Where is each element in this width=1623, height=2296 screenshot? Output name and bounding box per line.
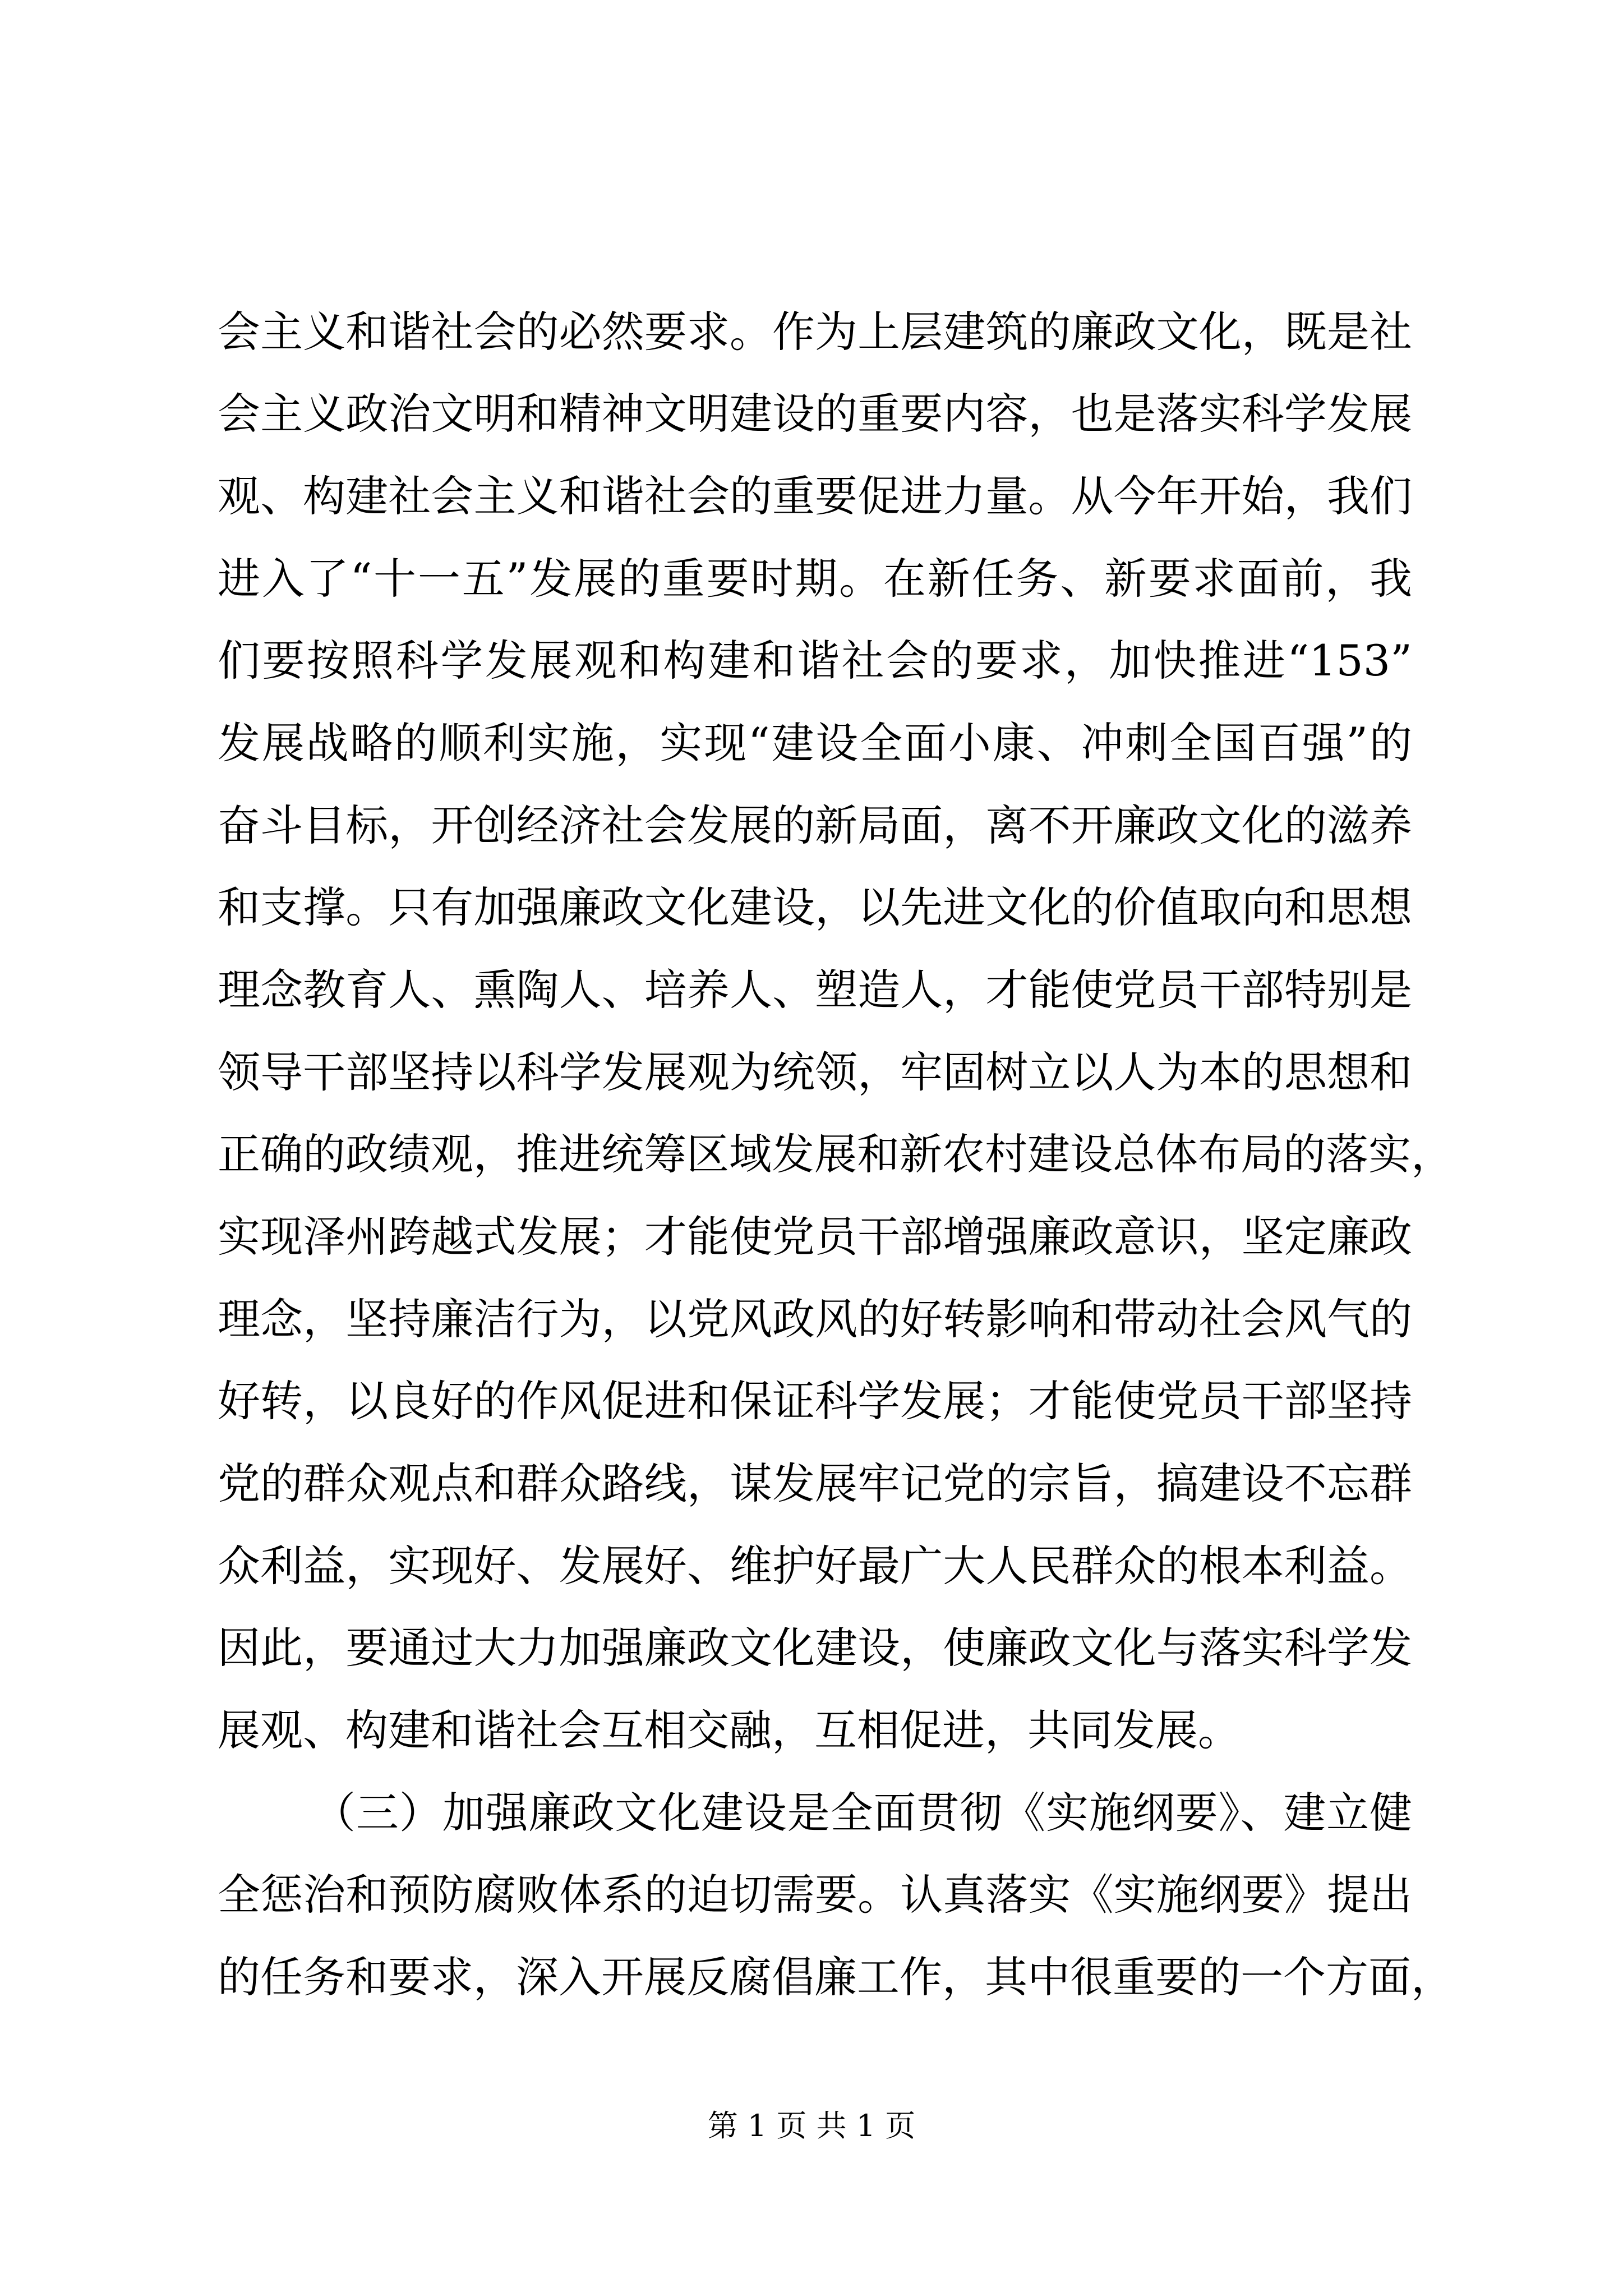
body-text-line: 发展战略的顺利实施，实现“建设全面小康、冲刺全国百强”的: [218, 718, 1412, 768]
body-text-line: 们要按照科学发展观和构建和谐社会的要求，加快推进“153”: [218, 636, 1412, 685]
body-text-line: 领导干部坚持以科学发展观为统领，牢固树立以人为本的思想和: [218, 1047, 1412, 1097]
body-text-line: 和支撑。只有加强廉政文化建设，以先进文化的价值取向和思想: [218, 882, 1412, 932]
body-text-line: 众利益，实现好、发展好、维护好最广大人民群众的根本利益。: [218, 1541, 1412, 1591]
section-heading-line: （三）加强廉政文化建设是全面贯彻《实施纲要》、建立健: [313, 1788, 1412, 1838]
body-text-line: 的任务和要求，深入开展反腐倡廉工作，其中很重要的一个方面，: [218, 1952, 1454, 2002]
body-text-line: 进入了“十一五”发展的重要时期。在新任务、新要求面前，我: [218, 554, 1412, 604]
body-text-line: 会主义政治文明和精神文明建设的重要内容，也是落实科学发展: [218, 389, 1412, 439]
body-text-line: 全惩治和预防腐败体系的迫切需要。认真落实《实施纲要》提出: [218, 1870, 1412, 1920]
body-text-line: 理念教育人、熏陶人、培养人、塑造人，才能使党员干部特别是: [218, 965, 1412, 1015]
page-footer: 第 1 页 共 1 页: [707, 2108, 916, 2143]
body-text-line: 观、构建社会主义和谐社会的重要促进力量。从今年开始，我们: [218, 471, 1412, 521]
body-text-line: 展观、构建和谐社会互相交融，互相促进，共同发展。: [218, 1705, 1241, 1755]
body-text-line: 会主义和谐社会的必然要求。作为上层建筑的廉政文化，既是社: [218, 307, 1412, 357]
body-text-line: 实现泽州跨越式发展；才能使党员干部增强廉政意识，坚定廉政: [218, 1212, 1412, 1262]
body-text-line: 好转，以良好的作风促进和保证科学发展；才能使党员干部坚持: [218, 1376, 1412, 1426]
body-text-line: 因此，要通过大力加强廉政文化建设，使廉政文化与落实科学发: [218, 1623, 1412, 1673]
body-text-line: 理念，坚持廉洁行为，以党风政风的好转影响和带动社会风气的: [218, 1294, 1412, 1344]
body-text-line: 党的群众观点和群众路线，谋发展牢记党的宗旨，搞建设不忘群: [218, 1458, 1412, 1508]
body-text-line: 奋斗目标，开创经济社会发展的新局面，离不开廉政文化的滋养: [218, 800, 1412, 850]
body-text-line: 正确的政绩观，推进统筹区域发展和新农村建设总体布局的落实，: [218, 1129, 1454, 1179]
